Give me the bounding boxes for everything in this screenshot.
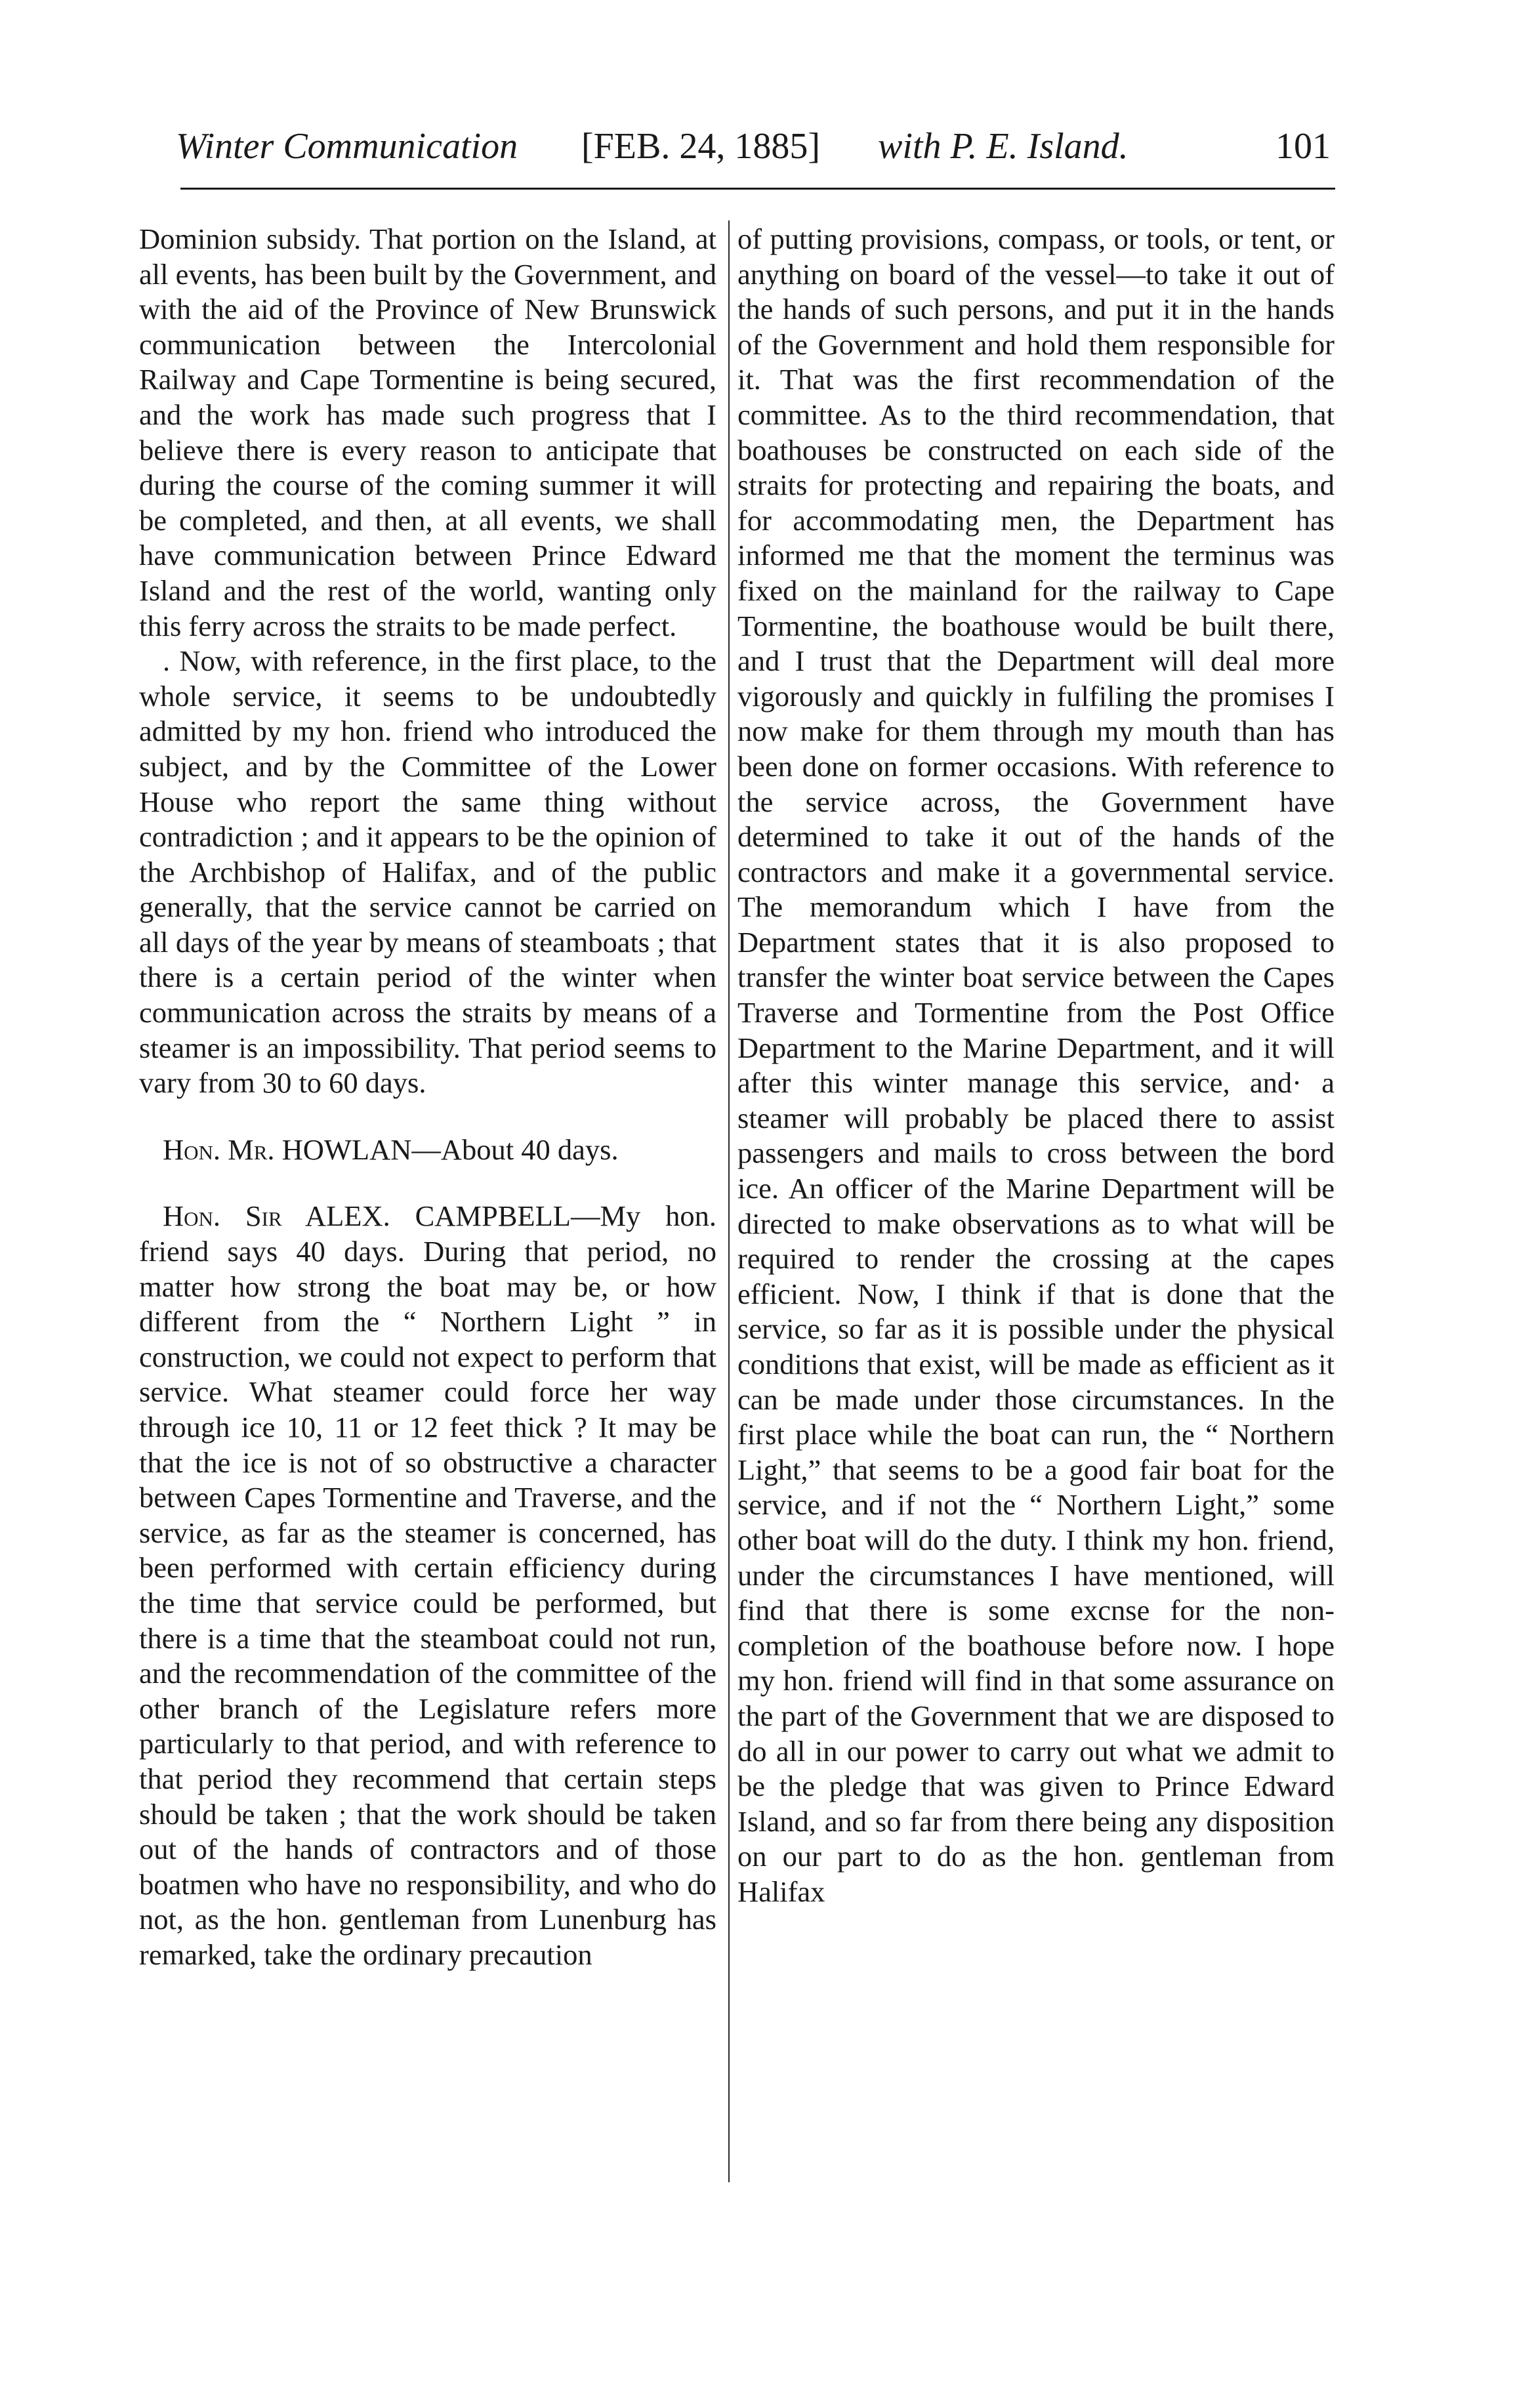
running-head-right-title: with P. E. Island. (878, 126, 1129, 167)
page-number: 101 (1275, 126, 1331, 167)
left-column (139, 222, 716, 1973)
paragraph: Dominion subsidy. That portion on the Island, at all events, has been built by the Government, and with the aid of the Province of New Brunswick communication between the Intercolonial Railway and Cape Tormentine is being secured, and the work has made such progress that I believe there is every reason to anticipate that during the course of the coming summer it will be completed, and then, at all events, we shall have communication between Prince Edward Island and the rest of the world, wanting only this ferry across the straits to be made perfect. (139, 222, 716, 642)
speaker-name: Hon. Mr. HOWLAN (163, 1132, 412, 1166)
header-rule (180, 188, 1335, 190)
column-divider (728, 220, 730, 2182)
speech-text: —My hon. friend says 40 days. During that period, no matter how strong the boat may be, or how different from the “ Northern Light ” in construction, we could not expect to perform that service. What steamer could force her way through ice 10, 11 or 12 feet thick ? It may be that the ice is not of so obstructive a character between Capes Tormentine and Traverse, and the service, as far as the steamer is concerned, has been performed with certain efficiency during the time that service could be performed, but there is a time that the steamboat could not run, and the recommendation of the committee of the other branch of the Legislature refers more particularly to that period, and with reference to that period they recommend that certain steps should be taken ; that the work should be taken out of the hands of contractors and of those boatmen who have no responsibility, and who do not, as the hon. gentleman from Lunenburg has remarked, take the ordinary precaution (139, 1199, 716, 1971)
speech-text: —About 40 days. (411, 1132, 619, 1166)
running-head (176, 117, 1331, 176)
speech-howlan (139, 1132, 716, 1168)
speech-campbell (139, 1199, 716, 1972)
speaker-name: Hon. Sir ALEX. CAMPBELL (163, 1199, 571, 1233)
paragraph: . Now, with reference, in the first place, to the whole service, it seems to be undoubtedly admitted by my hon. friend who introduced the subject, and by the Committee of the Lower House who report the same thing without contradiction ; and it appears to be the opinion of the Archbishop of Halifax, and of the public generally, that the service cannot be carried on all days of the year by means of steamboats ; that there is a certain period of the winter when communication across the straits by means of a steamer is an impossibility. That period seems to vary from 30 to 60 days. (139, 644, 716, 1100)
running-head-date: [FEB. 24, 1885] (581, 126, 820, 167)
running-head-left-title: Winter Communication (176, 126, 518, 167)
right-column (737, 222, 1335, 1910)
paragraph: of putting provisions, compass, or tools, or tent, or anything on board of the vessel—to take it out of the hands of such persons, and put it in the hands of the Government and hold them responsible for it. That was the first recommendation of the committee. As to the third recommendation, that boathouses be constructed on each side of the straits for protecting and repairing the boats, and for accommodating men, the Department has informed me that the moment the terminus was fixed on the mainland for the railway to Cape Tormentine, the boathouse would be built there, and I trust that the Department will deal more vigorously and quickly in fulfiling the promises I now make for them through my mouth than has been done on former occasions. With reference to the service across, the Government have determined to take it out of the hands of the contractors and make it a governmental service. The memorandum which I have from the Department states that it is also proposed to transfer the winter boat service between the Capes Traverse and Tormentine from the Post Office Department to the Marine Department, and it will after this winter manage this service, and· a steamer will probably be placed there to assist passengers and mails to cross between the bord ice. An officer of the Marine Department will be directed to make observations as to what will be required to render the crossing at the capes efficient. Now, I think if that is done that the service, so far as it is possible under the physical conditions that exist, will be made as efficient as it can be made under those circumstances. In the first place while the boat can run, the “ Northern Light,” that seems to be a good fair boat for the service, and if not the “ Northern Light,” some other boat will do the duty. I think my hon. friend, under the circumstances I have mentioned, will find that there is some excnse for the non-completion of the boathouse before now. I hope my hon. friend will find in that some assurance on the part of the Government that we are disposed to do all in our power to carry out what we admit to be the pledge that was given to Prince Edward Island, and so far from there being any disposition on our part to do as the hon. gentleman from Halifax (737, 222, 1335, 1908)
